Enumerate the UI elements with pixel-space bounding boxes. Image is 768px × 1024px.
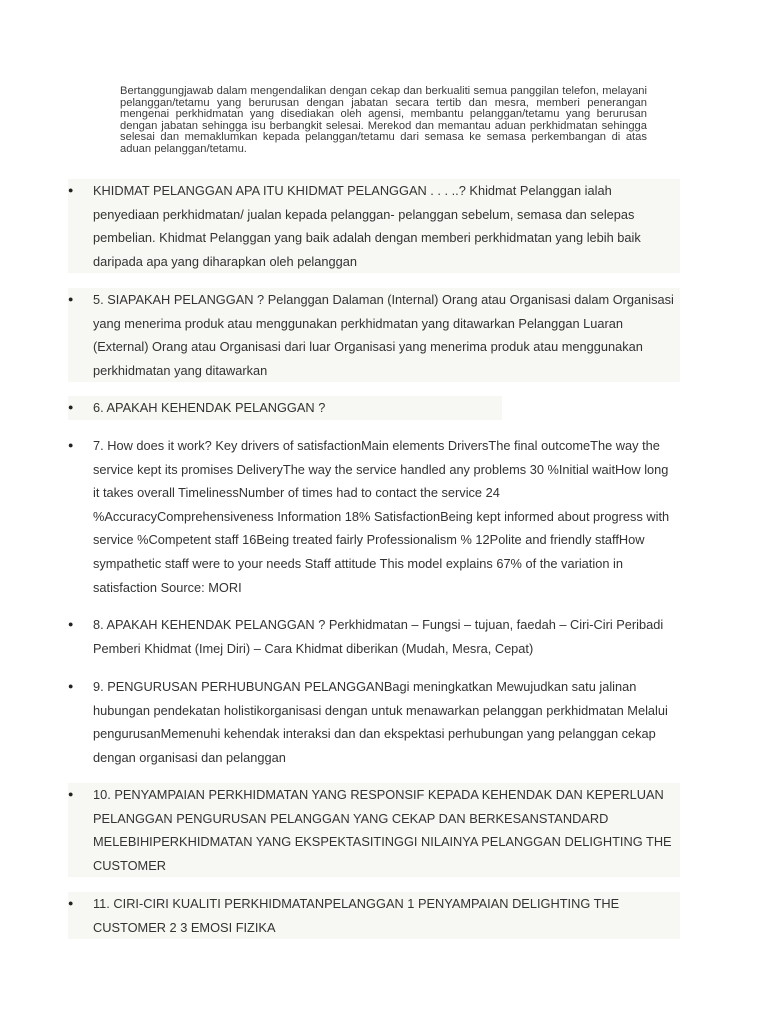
list-item-text: 9. PENGURUSAN PERHUBUNGAN PELANGGANBagi meningkatkan Mewujudkan satu jalinan hubungan pendekatan holistikorganisasi dengan untuk menawarkan pelanggan perkhidmatan Melalui pengurusanMemenuhi kehendak interaksi dan dan ekspektasi perhubungan yang pelanggan cekap dengan organisasi dan pelanggan [93,679,668,765]
intro-paragraph: Bertanggungjawab dalam mengendalikan dengan cekap dan berkualiti semua panggilan telefon, melayani pelanggan/tetamu yang berurusan dengan jabatan secara tertib dan mesra, memberi penerangan mengenai perkhidmatan yang disediakan oleh agensi, membantu pelanggan/tetamu yang berurusan dengan jabatan sehingga isu berbangkit selesai. Merekod dan memantau aduan perkhidmatan sehingga selesai dan memaklumkan kepada pelanggan/tetamu dari semasa ke semasa perkembangan di atas aduan pelanggan/tetamu. [120,85,647,155]
list-item [68,892,680,939]
bullet-icon: ● [68,898,74,908]
list-item-text: 10. PENYAMPAIAN PERKHIDMATAN YANG RESPONSIF KEPADA KEHENDAK DAN KEPERLUAN PELANGGAN PENGURUSAN PELANGGAN YANG CEKAP DAN BERKESANSTANDARD MELEBIHIPERKHIDMATAN YANG EKSPEKTASITINGGI NILAINYA PELANGGAN DELIGHTING THE CUSTOMER [93,787,672,873]
list-item-text: 7. How does it work? Key drivers of satisfactionMain elements DriversThe final outcomeThe way the service kept its promises DeliveryThe way the service handled any problems 30 %Initial waitHow long it takes overall TimelinessNumber of times had to contact the service 24 %AccuracyComprehensiveness Information 18% SatisfactionBeing kept informed about progress with service %Competent staff 16Being treated fairly Professionalism % 12Polite and friendly staffHow sympathetic staff were to your needs Staff attitude This model explains 67% of the variation in satisfaction Source: MORI [93,438,670,595]
list-item-text: 6. APAKAH KEHENDAK PELANGGAN ? [93,400,326,415]
bullet-icon: ● [68,789,74,799]
list-item [68,434,680,599]
list-item [68,675,680,769]
bullet-icon: ● [68,440,74,450]
list-item [68,288,680,382]
list-item [68,396,502,420]
list-item-text: KHIDMAT PELANGGAN APA ITU KHIDMAT PELANGGAN . . . ..? Khidmat Pelanggan ialah penyediaan perkhidmatan/ jualan kepada pelanggan- pelanggan sebelum, semasa dan selepas pembelian. Khidmat Pelanggan yang baik adalah dengan memberi perkhidmatan yang lebih baik daripada apa yang diharapkan oleh pelanggan [93,183,641,269]
bullet-icon: ● [68,294,74,304]
list-item [68,783,680,877]
list-item-text: 8. APAKAH KEHENDAK PELANGGAN ? Perkhidmatan – Fungsi – tujuan, faedah – Ciri-Ciri Peribadi Pemberi Khidmat (Imej Diri) – Cara Khidmat diberikan (Mudah, Mesra, Cepat) [93,617,664,656]
list-item [68,179,680,273]
bullet-icon: ● [68,185,74,195]
bullet-icon: ● [68,619,74,629]
bullet-icon: ● [68,681,74,691]
list-item-text: 5. SIAPAKAH PELANGGAN ? Pelanggan Dalaman (Internal) Orang atau Organisasi dalam Organisasi yang menerima produk atau menggunakan perkhidmatan yang ditawarkan Pelanggan Luaran (External) Orang atau Organisasi dari luar Organisasi yang menerima produk atau menggunakan perkhidmatan yang ditawarkan [93,292,674,378]
list-item-text: 11. CIRI-CIRI KUALITI PERKHIDMATANPELANGGAN 1 PENYAMPAIAN DELIGHTING THE CUSTOMER 2 3 EMOSI FIZIKA [93,896,620,935]
list-item [68,613,680,660]
bullet-icon: ● [68,402,74,412]
